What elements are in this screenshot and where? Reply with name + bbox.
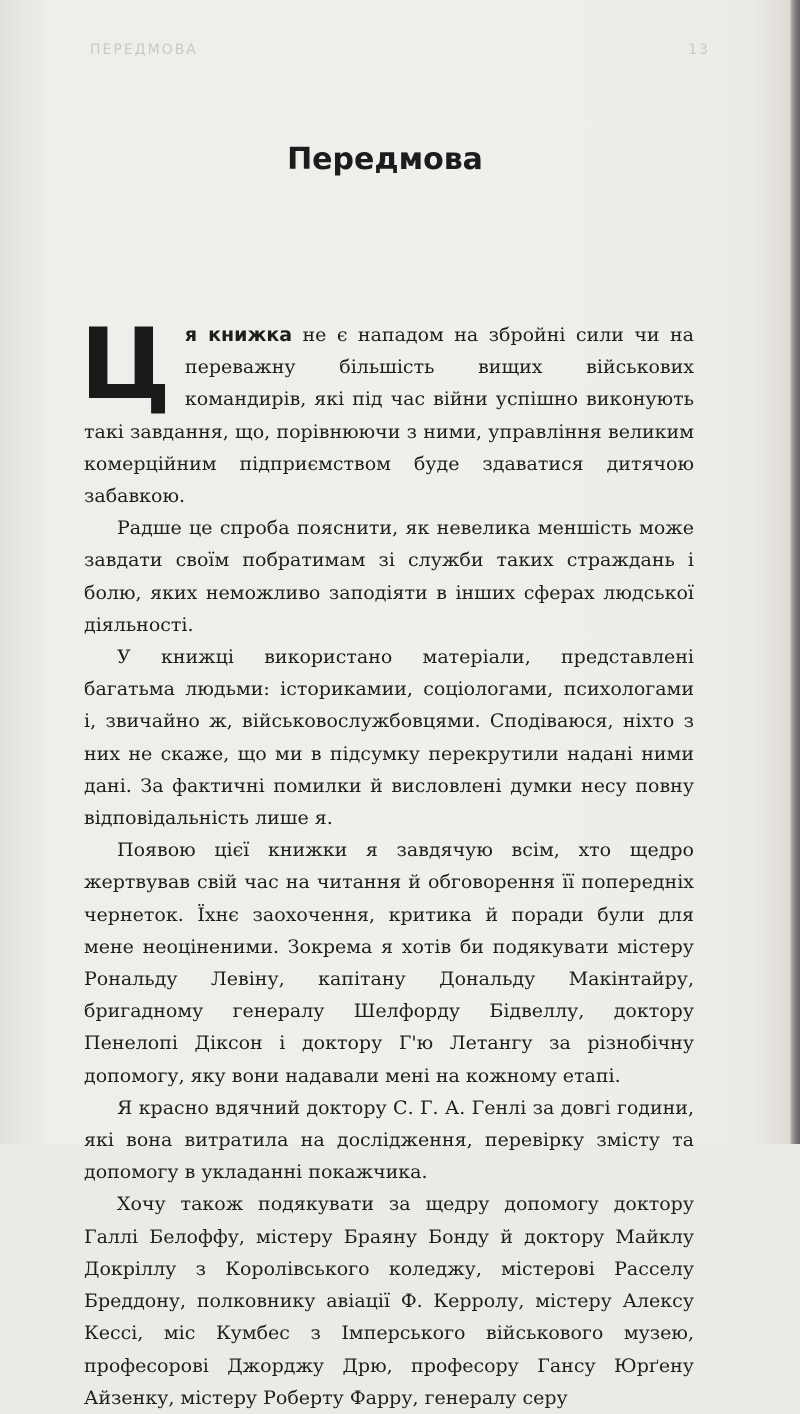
body-text [80,308,694,1414]
page-number: 13 [688,42,710,58]
running-head [90,42,710,58]
intro-paragraph [80,308,694,512]
paragraph: Появою цієї книжки я завдячую всім, хто щедро жертвував свій час на читання й обговорення її попередніх чернеток. Їхнє заохочення, критика й поради були для мене неоціненими. Зокрема я хотів би подякувати містеру Рональду Левіну, капітану Дональду Макінтайру, бригадному генералу Шелфорду Бідвеллу, доктору Пенелопі Діксон і доктору Г'ю Летангу за різнобічну допомогу, яку вони надавали мені на кожному етапі. [84,839,694,1087]
paragraph: Я красно вдячний доктору С. Г. А. Генлі за довгі години, які вона витратила на дослідження, перевірку змісту та допомогу в укладанні покажчика. [84,1096,694,1184]
page-title: Передмова [287,142,483,177]
paragraph: У книжці використано матеріали, представлені багатьма людьми: історикамии, соціологами, психологами і, звичайно ж, військовослужбовцями. Сподіваюся, ніхто з них не скаже, що ми в підсумку перекрутили надані ними дані. За фактичні помилки й висловлені думки несу повну відповідальність лише я. [84,646,694,830]
lead-words: я книжка [184,324,293,346]
page-edge [790,0,800,1144]
running-head-title: ПЕРЕДМОВА [90,42,198,58]
intro-text: не є нападом на збройні сили чи на переважну більшість вищих військових командирів, які під час війни успішно виконують такі завдання, що, порівнюючи з ними, управління великим комерційним підприємством буде здаватися дитячою забавкою. [84,324,694,508]
paragraph: Хочу також подякувати за щедру допомогу доктору Галлі Белоффу, містеру Браяну Бонду й доктору Майклу Докріллу з Королівського коледжу, містерові Расселу Бреддону, полковнику авіації Ф. Керролу, містеру Алексу Кессі, міс Кумбес з Імперського військового музею, професорові Джорджу Дрю, професору Гансу Юрґену Айзенку, містеру Роберту Фарру, генералу серу [84,1193,694,1409]
drop-cap: Ц [80,308,171,422]
paragraph: Радше це спроба пояснити, як невелика меншість може завдати своїм побратимам зі служби таких страждань і болю, яких неможливо заподіяти в інших сферах людської діяльності. [84,517,694,636]
